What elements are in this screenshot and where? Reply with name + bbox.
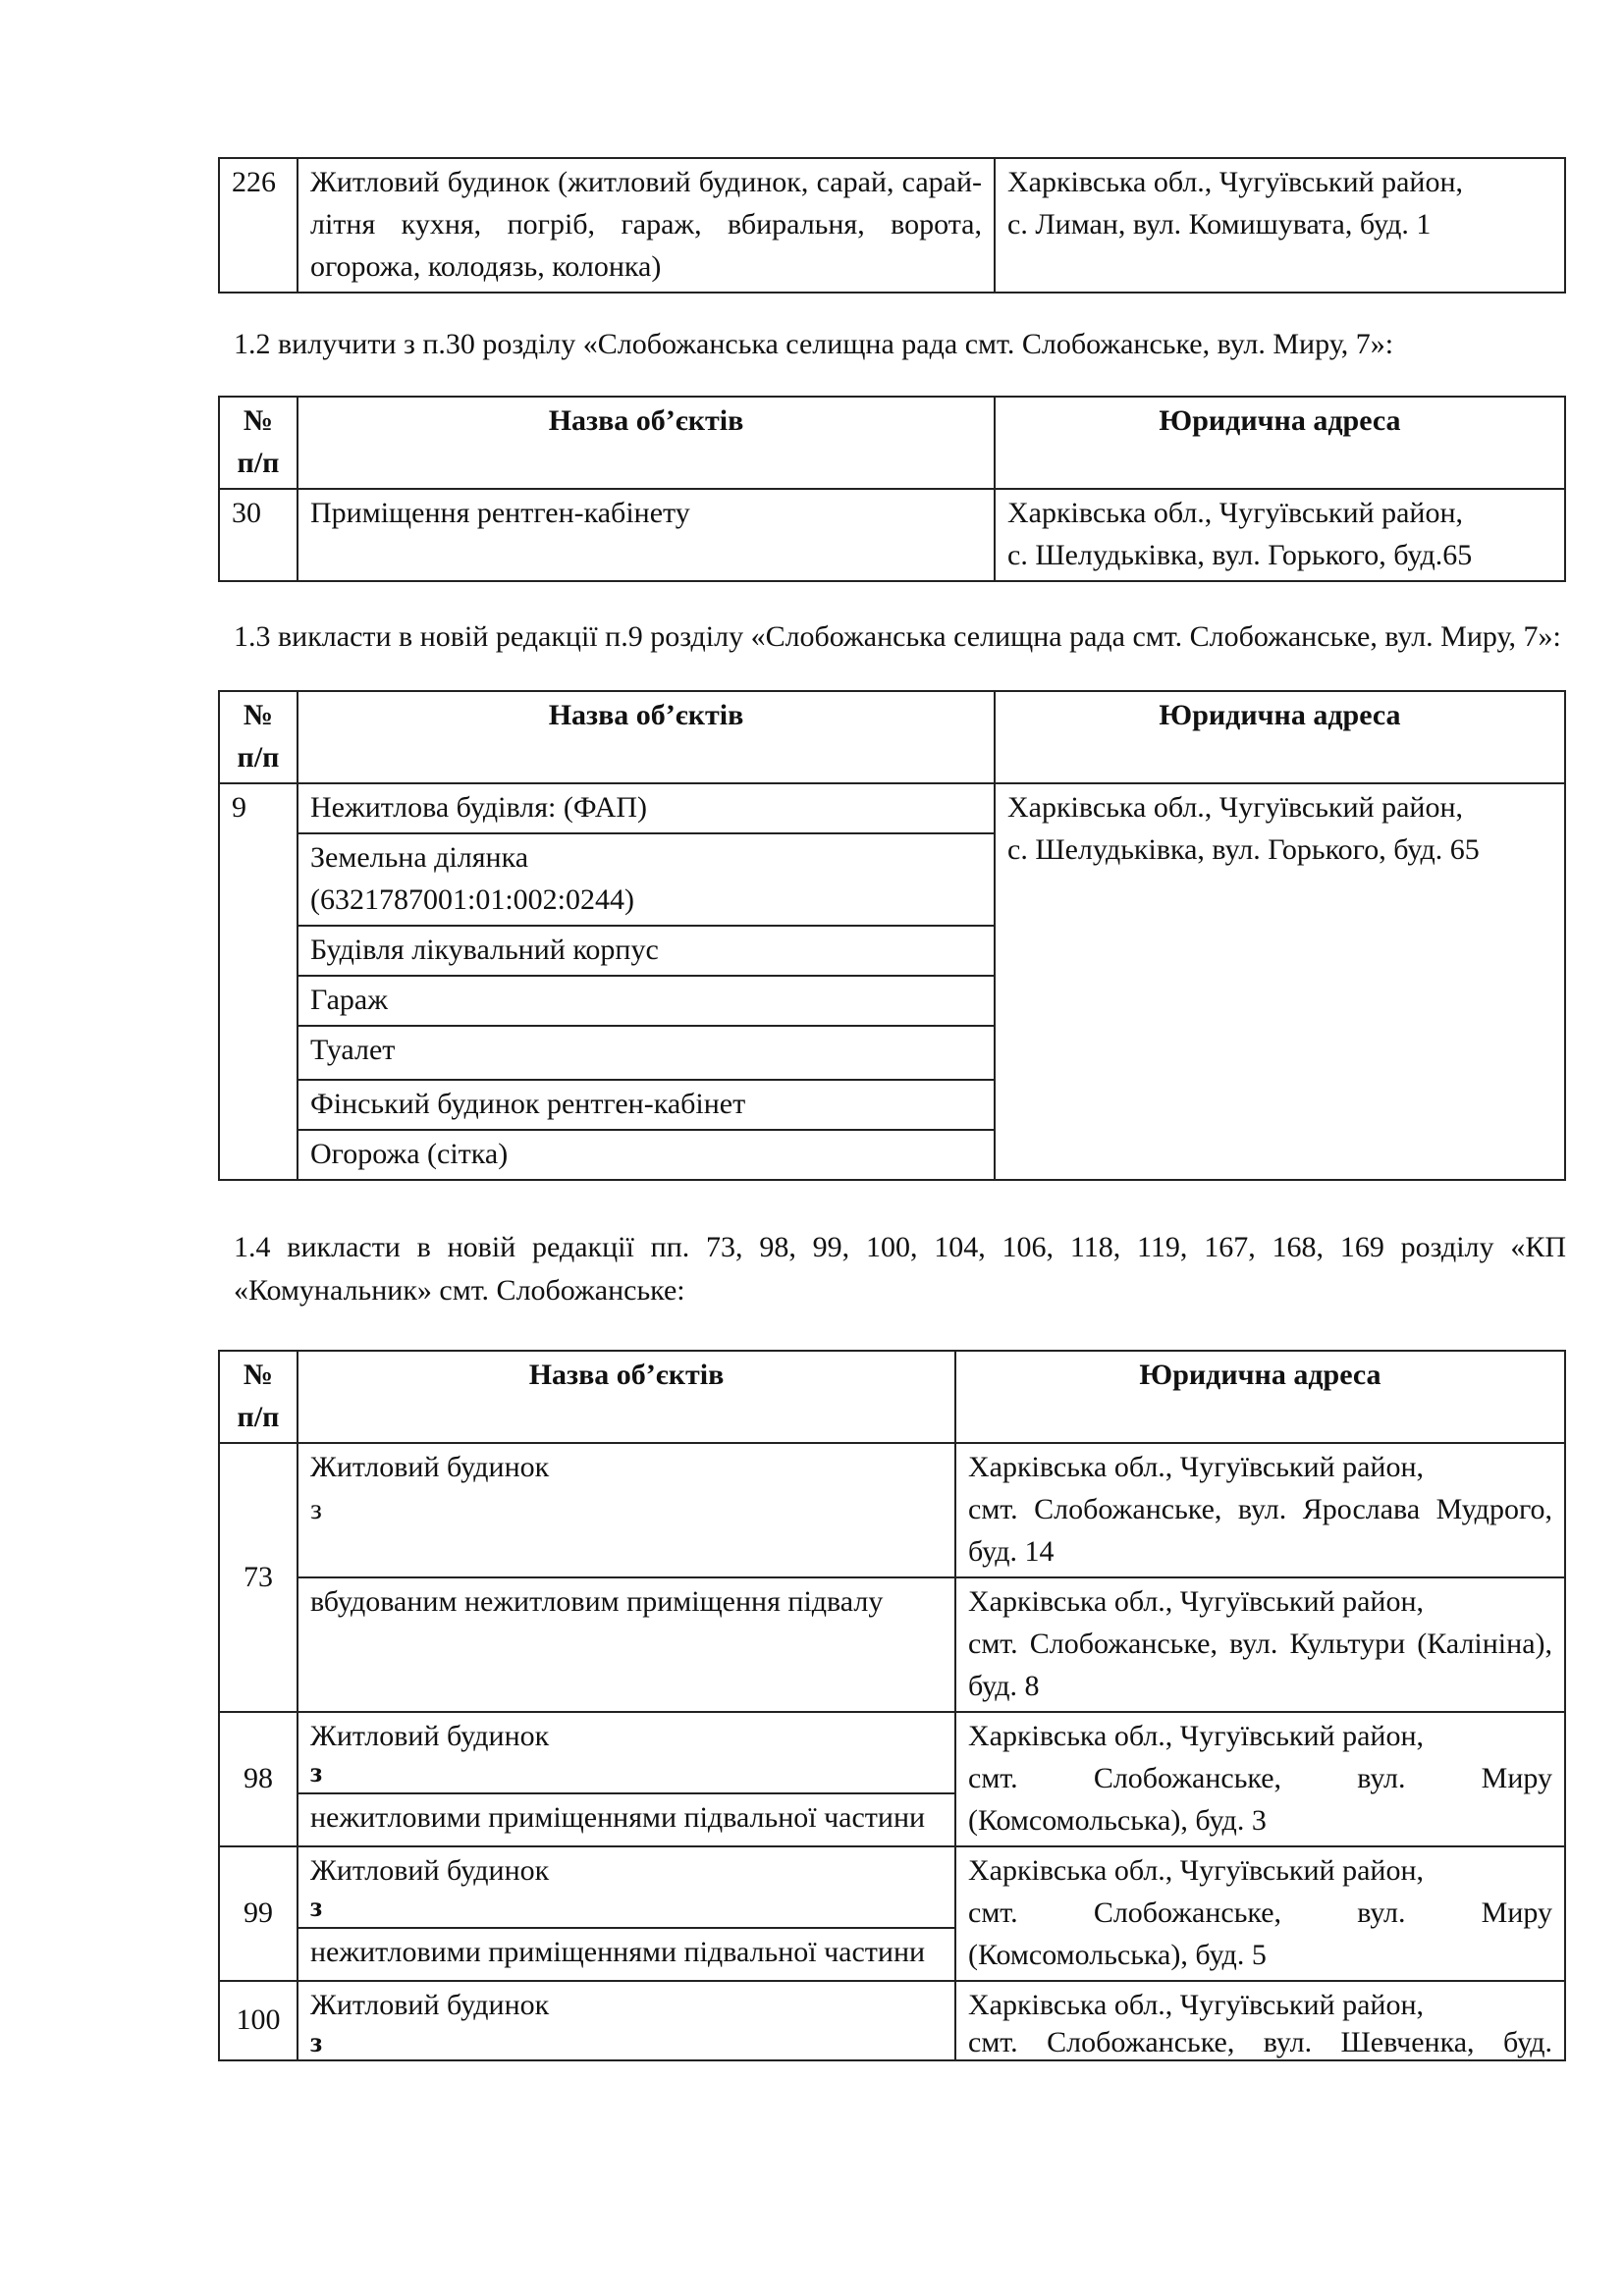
table-row [219,1846,1565,1928]
object-name-line: Житловий будинок [310,1451,550,1483]
table-item-9 [218,690,1566,1181]
legal-address [995,783,1565,1180]
table-row [219,489,1565,581]
object-name: Гараж [298,976,995,1026]
object-name: Будівля лікувальний корпус [298,926,995,976]
header-address: Юридична адреса [955,1351,1565,1443]
table-row [219,158,1565,293]
address-line: Харківська обл., Чугуївський район, [1007,791,1464,824]
object-name: Туалет [298,1026,995,1080]
row-number: 100 [219,1981,298,2060]
paragraph-1-4: 1.4 викласти в новій редакції пп. 73, 98, 99, 100, 104, 106, 118, 119, 167, 168, 169 розділу «КП «Комунальник» смт. Слобожанське: [234,1231,1566,1307]
object-name: Житловий будинок (житловий будинок, сарай, сарай-літня кухня, погріб, гараж, вбиральня, ворота, огорожа, колодязь, колонка) [298,158,995,293]
paragraph-1-2: 1.2 вилучити з п.30 розділу «Слобожанська селищна рада смт. Слобожанське, вул. Миру, 7»: [234,328,1394,360]
header-num-symbol: № [243,699,274,731]
table-row [219,1577,1565,1712]
legal-address [995,158,1565,293]
object-name-line: з [310,2026,323,2058]
object-name-line: з [310,1756,323,1789]
object-name [298,1846,955,1928]
object-name: Нежитлова будівля: (ФАП) [298,783,995,833]
table-row [219,1443,1565,1577]
object-name: нежитловими приміщеннями підвальної частини [298,1928,955,1981]
address-line: Харківська обл., Чугуївський район, [968,1989,1425,2021]
object-name [298,1443,955,1577]
header-num-symbol: № [243,404,274,437]
address-line: смт. Слобожанське, вул. Культури (Калініна), буд. 8 [968,1628,1552,1702]
object-name-line: Житловий будинок [310,1854,550,1887]
object-name-text: Земельна ділянка (6321787001:01:002:0244) [310,841,634,916]
object-name [298,833,995,926]
address-line: с. Шелудьківка, вул. Горького, буд.65 [1007,539,1473,571]
object-name: Огорожа (сітка) [298,1130,995,1180]
address-line: Харківська обл., Чугуївський район, [968,1451,1425,1483]
address-line: Харківська обл., Чугуївський район, [968,1585,1425,1618]
header-num-abbr: п/п [237,447,280,479]
paragraph-1-3: 1.3 викласти в новій редакції п.9 розділу «Слобожанська селищна рада смт. Слобожанське, вул. Миру, 7»: [234,620,1561,653]
legal-address [955,1577,1565,1712]
object-name: вбудованим нежитловим приміщення підвалу [298,1577,955,1712]
table-row [219,1712,1565,1793]
object-name-line: Житловий будинок [310,1720,550,1752]
legal-address [955,1443,1565,1577]
address-line: смт. Слобожанське, вул. Шевченка, буд. [968,2026,1552,2058]
address-line: Харківська обл., Чугуївський район, [968,1854,1425,1887]
header-num [219,691,298,783]
legal-address [955,1712,1565,1846]
address-line: Харківська обл., Чугуївський район, [1007,497,1464,529]
address-line: смт. Слобожанське, вул. Миру (Комсомольська), буд. 5 [968,1896,1552,1971]
table-header-row [219,397,1565,489]
legal-address [955,1846,1565,1981]
object-name-line: з [310,1493,322,1525]
row-number: 73 [219,1443,298,1712]
row-number: 9 [219,783,298,1180]
header-name: Назва об’єктів [298,691,995,783]
table-header-row [219,691,1565,783]
object-name: нежитловими приміщеннями підвальної частини [298,1793,955,1846]
address-line: смт. Слобожанське, вул. Миру (Комсомольська), буд. 3 [968,1762,1552,1837]
header-num [219,397,298,489]
object-name-line: з [310,1891,323,1923]
object-name [298,1981,955,2060]
document-page [218,157,1566,2061]
address-line: с. Лиман, вул. Комишувата, буд. 1 [1007,208,1432,240]
table-continuation [218,157,1566,294]
table-row [219,783,1565,833]
header-name: Назва об’єктів [298,397,995,489]
header-address: Юридична адреса [995,691,1565,783]
row-number: 99 [219,1846,298,1981]
legal-address [995,489,1565,581]
address-line: смт. Слобожанське, вул. Ярослава Мудрого, буд. 14 [968,1493,1552,1568]
object-name: Фінський будинок рентген-кабінет [298,1080,995,1130]
object-name: Приміщення рентген-кабінету [298,489,995,581]
header-address: Юридична адреса [995,397,1565,489]
object-name [298,1712,955,1793]
address-line: Харківська обл., Чугуївський район, [968,1720,1425,1752]
address-line: Харківська обл., Чугуївський район, [1007,166,1464,198]
row-number: 30 [219,489,298,581]
row-number: 98 [219,1712,298,1846]
table-row [219,1981,1565,2060]
table-header-row [219,1351,1565,1443]
row-number: 226 [219,158,298,293]
table-exclusion [218,396,1566,582]
header-name: Назва об’єктів [298,1351,955,1443]
header-num-abbr: п/п [237,1401,280,1433]
legal-address [955,1981,1565,2060]
header-num-abbr: п/п [237,741,280,774]
object-name-line: Житловий будинок [310,1989,550,2021]
header-num [219,1351,298,1443]
header-num-symbol: № [243,1359,274,1391]
table-komunalnyk [218,1350,1566,2061]
address-line: с. Шелудьківка, вул. Горького, буд. 65 [1007,833,1480,866]
